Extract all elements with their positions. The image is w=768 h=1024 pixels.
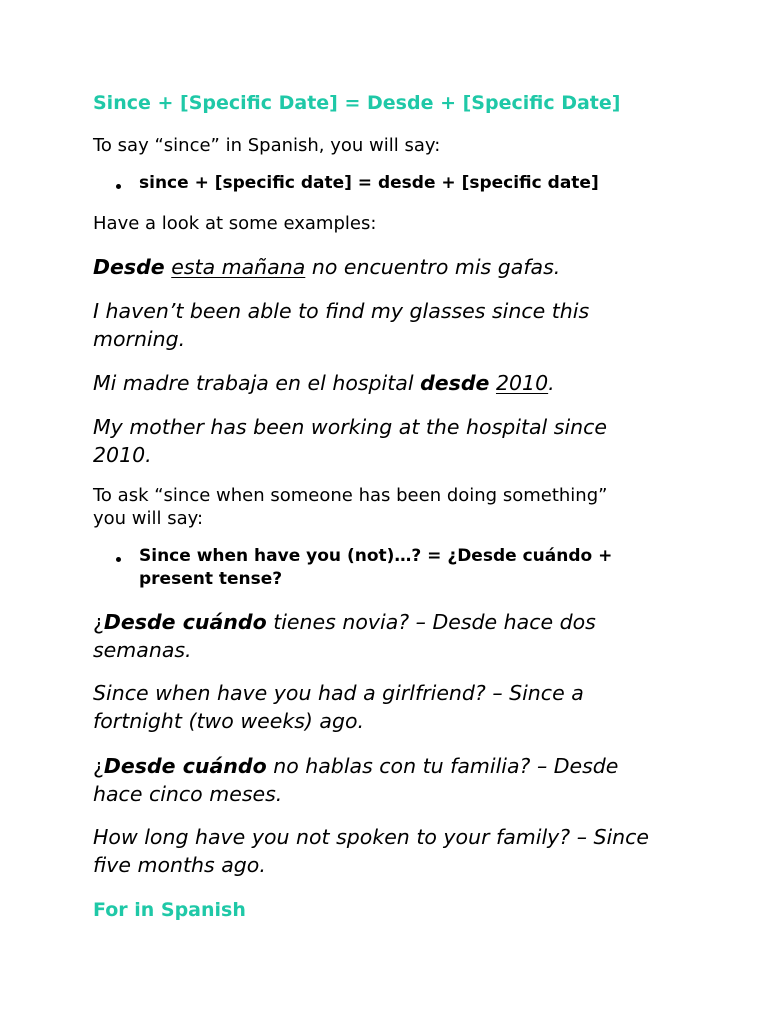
example-4-bold: Desde cuándo	[103, 754, 267, 778]
example-4-translation	[93, 823, 649, 879]
example-4-translation-line-1: How long have you not spoken to your family? – Since	[93, 825, 650, 849]
rule-since: since + [specific date] = desde + [specific date]	[139, 173, 599, 193]
example-3-line-2: semanas.	[93, 638, 192, 662]
example-4-rest: no hablas con tu familia? – Desde	[273, 754, 619, 778]
example-1-rest: no encuentro mis gafas.	[311, 255, 561, 279]
example-1-spanish	[93, 253, 560, 281]
example-3-bold: Desde cuándo	[103, 610, 267, 634]
rule-since-when-line-2: present tense?	[139, 569, 283, 589]
ask-intro-line-1: To ask “since when someone has been doing something”	[93, 485, 608, 506]
rule-since-when	[139, 545, 612, 591]
example-4-line-2: hace cinco meses.	[93, 782, 283, 806]
example-3-spanish	[93, 608, 596, 664]
example-4-open-mark: ¿	[93, 754, 104, 778]
example-3-rest: tienes novia? – Desde hace dos	[273, 610, 596, 634]
examples-intro-text: Have a look at some examples:	[93, 213, 377, 234]
example-2-spanish	[93, 369, 555, 397]
example-1-bold: Desde	[93, 255, 165, 279]
example-2-translation	[93, 413, 607, 469]
example-1-translation-line-2: morning.	[93, 327, 186, 351]
bullet-marker	[116, 557, 121, 562]
example-4-spanish	[93, 752, 618, 808]
example-2-bold: desde	[420, 371, 490, 395]
example-1-underlined: esta mañana	[171, 255, 306, 279]
section-heading-since: Since + [Specific Date] = Desde + [Specific Date]	[93, 92, 621, 114]
example-3-translation-line-2: fortnight (two weeks) ago.	[93, 709, 365, 733]
example-3-translation	[93, 679, 584, 735]
example-2-end: .	[548, 371, 555, 395]
section-heading-for: For in Spanish	[93, 899, 246, 921]
example-2-underlined: 2010	[495, 371, 549, 395]
ask-intro-text	[93, 484, 607, 530]
example-4-translation-line-2: five months ago.	[93, 853, 266, 877]
ask-intro-line-2: you will say:	[93, 508, 204, 529]
example-1-translation	[93, 297, 589, 353]
example-2-start: Mi madre trabaja en el hospital	[93, 371, 414, 395]
example-3-open-mark: ¿	[93, 610, 104, 634]
example-2-translation-line-2: 2010.	[93, 443, 152, 467]
bullet-marker	[116, 184, 121, 189]
intro-text: To say “since” in Spanish, you will say:	[93, 135, 441, 156]
rule-since-when-line-1: Since when have you (not)…? = ¿Desde cuándo +	[139, 546, 613, 566]
example-1-translation-line-1: I haven’t been able to find my glasses since this	[93, 299, 590, 323]
example-2-translation-line-1: My mother has been working at the hospital since	[93, 415, 608, 439]
example-3-translation-line-1: Since when have you had a girlfriend? – Since a	[93, 681, 584, 705]
